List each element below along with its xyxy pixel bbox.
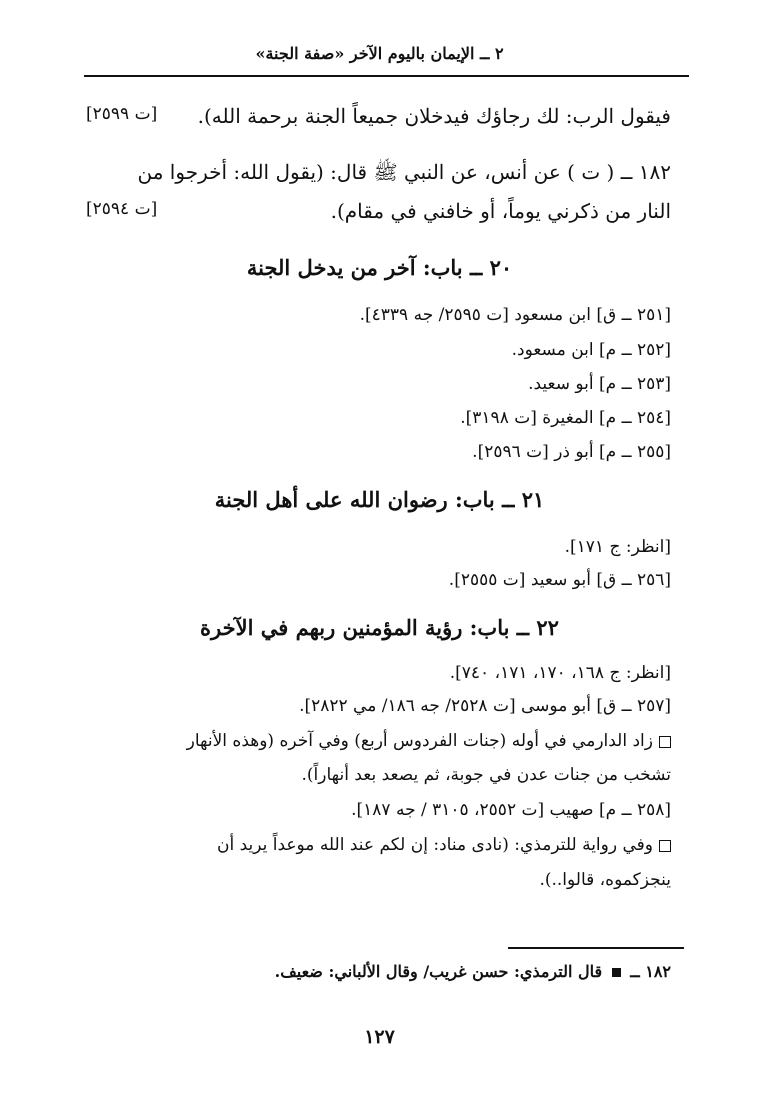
list-item: [٢٥٥ ــ م] أبو ذر [ت ٢٥٩٦].: [472, 442, 671, 462]
note-line: [86, 731, 671, 751]
list-item: [٢٥٤ ــ م] المغيرة [ت ٣١٩٨].: [460, 408, 671, 428]
page-number: ١٢٧: [364, 1026, 395, 1048]
hadith-line: ١٨٢ ــ ( ت ) عن أنس، عن النبي ﷺ قال: (يقول الله: أخرجوا من: [137, 160, 671, 184]
list-item: [٢٥٧ ــ ق] أبو موسى [ت ٢٥٢٨/ جه ١٨٦/ مي ٢٨٢٢].: [299, 696, 671, 716]
hadith-line: النار من ذكرني يوماً، أو خافني في مقام).: [330, 199, 671, 223]
reference-tag: [ت ٢٥٩٤]: [86, 199, 158, 219]
list-item: [٢٥٨ ــ م] صهيب [ت ٢٥٥٢، ٣١٠٥ / جه ١٨٧].: [351, 800, 671, 820]
section-heading: ٢١ ــ باب: رضوان الله على أهل الجنة: [214, 487, 545, 512]
square-bullet-icon: [659, 840, 671, 852]
list-item: [٢٥٣ ــ م] أبو سعيد.: [528, 374, 671, 394]
footnote: [275, 962, 671, 981]
list-item: [٢٥٦ ــ ق] أبو سعيد [ت ٢٥٥٥].: [448, 570, 671, 590]
paragraph-line: [86, 104, 671, 128]
note-line: [86, 835, 671, 855]
list-item: [انظر: ج ١٧١].: [564, 537, 671, 557]
footnote-number: ١٨٢ ــ: [630, 962, 671, 981]
section-heading: ٢٢ ــ باب: رؤية المؤمنين ربهم في الآخرة: [200, 615, 559, 640]
note-line: تشخب من جنات عدن في جوبة، ثم يصعد بعد أنهاراً).: [301, 765, 671, 785]
footnote-rule: [508, 947, 684, 949]
list-item: [٢٥١ ــ ق] ابن مسعود [ت ٢٥٩٥/ جه ٤٣٣٩].: [359, 305, 671, 325]
note-text: زاد الدارمي في أوله (جنات الفردوس أربع) وفي آخره (وهذه الأنهار: [186, 731, 653, 751]
header-rule: [84, 75, 689, 77]
list-item: [انظر: ج ١٦٨، ١٧٠، ١٧١، ٧٤٠].: [449, 663, 671, 683]
note-line: ينجزكموه، قالوا..).: [539, 870, 671, 890]
footnote-text: قال الترمذي: حسن غريب/ وقال الألباني: ضعيف.: [274, 962, 603, 981]
section-heading: ٢٠ ــ باب: آخر من يدخل الجنة: [246, 255, 513, 280]
reference-tag: [ت ٢٥٩٩]: [86, 104, 158, 124]
square-bullet-icon: [659, 736, 671, 748]
paragraph-text: فيقول الرب: لك رجاؤك فيدخلان جميعاً الجنة برحمة الله).: [197, 104, 671, 128]
note-text: وفي رواية للترمذي: (نادى مناد: إن لكم عند الله موعداً يريد أن: [216, 835, 653, 855]
list-item: [٢٥٢ ــ م] ابن مسعود.: [511, 340, 671, 360]
running-header: ٢ ــ الإيمان باليوم الآخر «صفة الجنة»: [255, 44, 504, 63]
black-square-icon: [612, 968, 621, 977]
